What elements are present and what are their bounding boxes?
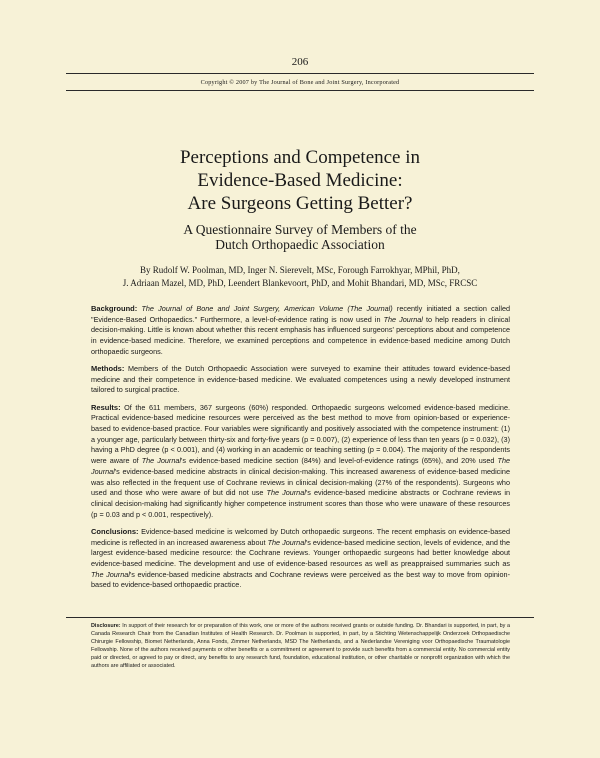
methods-heading: Methods: xyxy=(91,364,125,374)
conclusions-text: Evidence-based medicine is welcomed by Dutch orthopaedic surgeons. The recent emphasis on evidence-based medicine is reflected in an increased awareness about xyxy=(91,526,511,547)
journal-name: The Journal xyxy=(266,488,306,498)
abstract-methods xyxy=(91,364,510,396)
results-heading: Results: xyxy=(91,402,121,412)
journal-name: The Journal xyxy=(91,569,130,579)
disclosure-text: In support of their research for or preparation of this work, one or more of the authors received grants or outside funding. Dr. Bhandari is supported, in part, by a Canada Research Chair from the Canadian Institutes of Health Research. Dr. Poolman is supported, in part, by a Stichting Wetenschappelijk Onderzoek Orthopaedische Chirurgie Fellowship, Biomet Netherlands, Anna Fonds, Zimmer Netherlands, MSD The Netherlands, and a Nederlandse Vereniging voor Orthopaedische Traumatologie Fellowship. None of the authors received payments or other benefits or a commitment or agreement to provide such benefits from a commercial entity. No commercial entity paid or directed, or agreed to pay or direct, any benefits to any research fund, foundation, educational institution, or other charitable or nonprofit organization with which the authors are affiliated or associated. xyxy=(91,623,510,669)
copyright-line: Copyright © 2007 by The Journal of Bone and Joint Surgery, Incorporated xyxy=(200,79,400,86)
journal-name: The Journal xyxy=(267,537,306,547)
author-line: By Rudolf W. Poolman, MD, Inger N. Sierevelt, MSc, Forough Farrokhyar, MPhil, PhD, xyxy=(140,265,460,275)
disclosure-rule xyxy=(66,617,534,618)
conclusions-text: 's evidence-based medicine abstracts and Cochrane reviews were perceived as the best way to move from opinion-based to evidence-based orthopaedic practice. xyxy=(91,569,510,590)
article-subtitle xyxy=(0,222,600,252)
article-title xyxy=(0,146,600,215)
title-line: Evidence-Based Medicine: xyxy=(197,170,403,191)
abstract-conclusions xyxy=(91,527,510,591)
conclusions-heading: Conclusions: xyxy=(91,526,139,536)
page-number: 206 xyxy=(291,56,309,68)
disclosure-statement xyxy=(91,623,510,670)
author-list xyxy=(0,264,600,290)
background-heading: Background: xyxy=(91,304,138,313)
abstract-background xyxy=(91,304,510,358)
header-rule-top xyxy=(66,73,534,74)
abstract xyxy=(91,304,510,598)
results-text: Of the 611 members, 367 surgeons (60%) responded. Orthopaedic surgeons welcomed evidence-based medicine. Practical evidence-based medicine resources were perceived as the best method to move from opinion-based or experience-based to evidence-based practice. Four variables were significantly and positively associated with the competence instrument: (1) a younger age, particularly between thirty-six and forty-five years (p = 0.007), (2) experience of less than ten years (p = 0.032), (3) having a PhD degree (p < 0.001), and (4) working in an academic or teaching setting (p = 0.004). The majority of the respondents were aware of xyxy=(91,402,510,466)
background-text: recently initiated a section called "Evidence-Based Orthopaedics." Furthermore, a level-of-evidence rating is now used in xyxy=(91,304,511,324)
results-text: 's evidence-based medicine abstracts or Cochrane reviews in clinical decision-making had significantly higher competence instrument scores than those who were unaware of these resources (p = 0.03 and p < 0.001, respectively). xyxy=(91,488,511,519)
title-line: Perceptions and Competence in xyxy=(179,147,421,168)
title-line: Are Surgeons Getting Better? xyxy=(187,193,413,214)
journal-name: The Journal xyxy=(91,456,511,476)
abstract-results xyxy=(91,403,510,521)
header-rule-bottom xyxy=(66,90,534,91)
journal-name: The Journal xyxy=(383,314,423,324)
background-text: to help readers in clinical decision-making. Little is known about whether this recent emphasis has influenced surgeons' perceptions about and competence in evidence-based medicine. Therefore, we examined perceptions and competence in evidence-based medicine among Dutch orthopaedic surgeons. xyxy=(91,314,510,356)
journal-name: The Journal xyxy=(141,456,182,466)
disclosure-heading: Disclosure: xyxy=(91,623,121,629)
results-text: 's evidence-based medicine section (84%) and level-of-evidence ratings (65%), and 20% used xyxy=(181,456,495,466)
subtitle-line: Dutch Orthopaedic Association xyxy=(215,237,385,252)
conclusions-text: 's evidence-based medicine section, levels of evidence, and the largest evidence-based medicine resource: the Cochrane reviews. Younger orthopaedic surgeons had better knowledge about evidence-based medicine. The development and use of evidence-based resources as well as preappraised summaries such as xyxy=(91,537,510,568)
journal-name: The Journal of Bone and Joint Surgery, American Volume (The Journal) xyxy=(141,304,393,313)
results-text: 's evidence-based medicine abstracts in clinical decision-making. This increased awareness of evidence-based medicine was also reflected in the frequent use of Cochrane reviews in clinical decision-making (27% of the respondents). Surgeons who used and those who were aware of but did not use xyxy=(91,466,510,498)
author-line: J. Adriaan Mazel, MD, PhD, Leendert Blankevoort, PhD, and Mohit Bhandari, MD, MSc, FRCSC xyxy=(122,278,478,288)
methods-text: Members of the Dutch Orthopaedic Association were surveyed to examine their attitudes toward evidence-based medicine and their competence in evidence-based medicine. We evaluated competences using a newly developed instrument tailored to surgical practice. xyxy=(91,364,510,395)
subtitle-line: A Questionnaire Survey of Members of the xyxy=(183,222,417,237)
